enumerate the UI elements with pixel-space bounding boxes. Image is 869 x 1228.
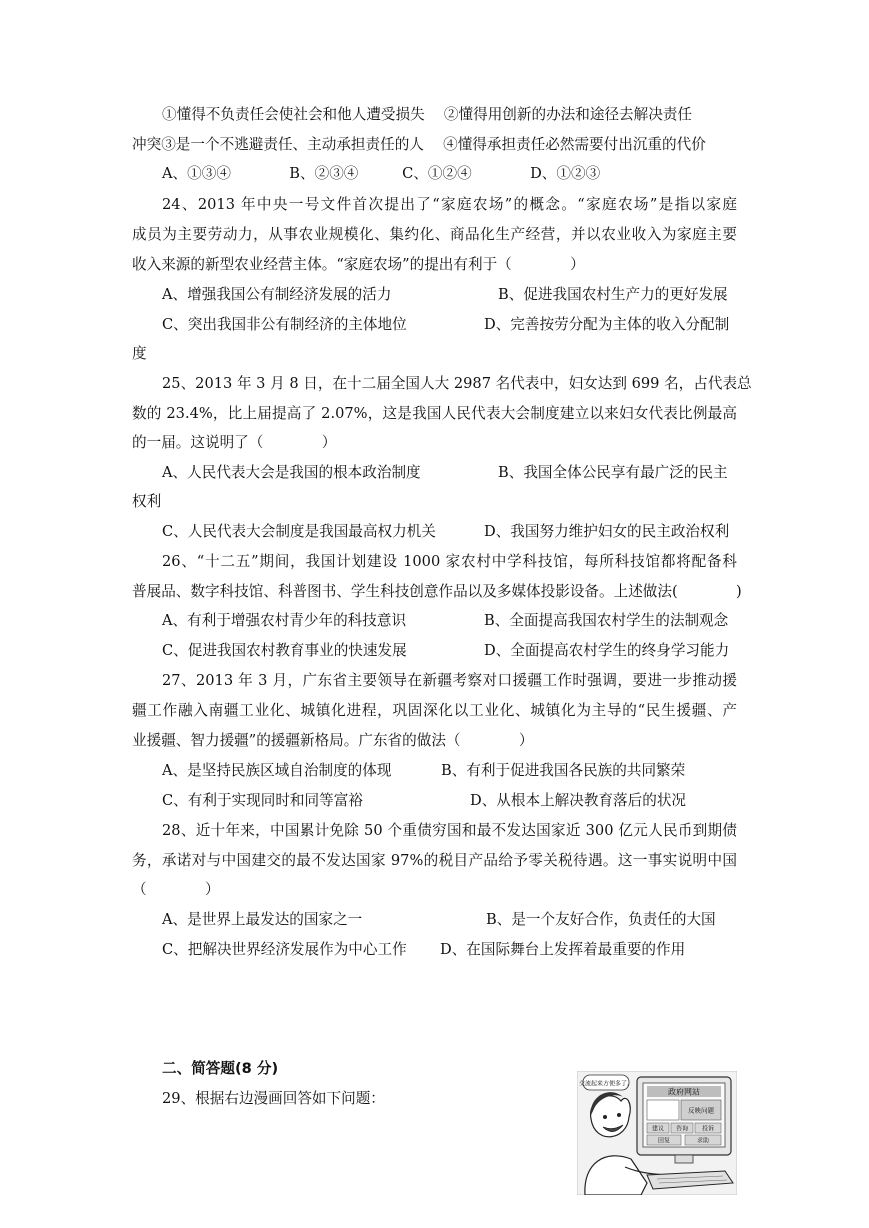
q26-option-c: C、促进我国农村教育事业的快速发展 [162,642,407,659]
site-title: 政府网站 [668,1087,700,1097]
q27-option-a: A、是坚持民族区域自治制度的体现 [162,762,392,779]
section-heading: 二、简答题(8 分) [162,1060,279,1077]
q26-stem: 26、“十二五”期间，我国计划建设 1000 家农村中学科技馆，每所科技馆都将配备科 [162,553,737,570]
q29-stem: 29、根据右边漫画回答如下问题： [162,1090,385,1107]
q27-option-c: C、有利于实现同时和同等富裕 [162,792,363,809]
q27-stem: 业援疆、智力援疆”的援疆新格局。广东省的做法（ ） [132,732,534,749]
cartoon-illustration [577,1071,737,1195]
q24-option-a: A、增强我国公有制经济发展的活力 [162,286,392,303]
q24-stem: 收入来源的新型农业经营主体。“家庭农场”的提出有利于（ ） [132,256,585,273]
q26-option-b: B、全面提高我国农村学生的法制观念 [484,612,729,629]
cell-text: 回复 [657,1137,671,1145]
q28-option-d: D、在国际舞台上发挥着最重要的作用 [440,941,686,958]
q28-stem: 28、近十年来，中国累计免除 50 个重债穷国和最不发达国家近 300 亿元人民币到期债 [162,822,737,839]
q25-option-c: C、人民代表大会制度是我国最高权力机关 [162,523,436,540]
q26-option-a: A、有利于增强农村青少年的科技意识 [162,612,407,629]
q25-option-d: D、我国努力维护妇女的民主政治权利 [484,523,730,540]
cell-text: 建议 [651,1125,665,1133]
q24-stem: 成员为主要劳动力，从事农业规模化、集约化、商品化生产经营，并以农业收入为家庭主要 [132,226,737,243]
q23-statement-line: ①懂得不负责任会使社会和他人遭受损失 ②懂得用创新的办法和途径去解决责任 [162,106,693,123]
q28-stem: 务，承诺对与中国建交的最不发达国家 97%的税目产品给予零关税待遇。这一事实说明中国 [132,852,737,869]
q24-option-b: B、促进我国农村生产力的更好发展 [498,286,728,303]
q28-option-a: A、是世界上最发达的国家之一 [162,911,363,928]
cell-text: 投诉 [701,1125,715,1133]
q26-option-d: D、全面提高农村学生的终身学习能力 [484,642,730,659]
q25-option-b: B、我国全体公民享有最广泛的民主 [498,464,728,481]
q28-option-c: C、把解决世界经济发展作为中心工作 [162,941,407,958]
speech-text: 交流起来方便多了。 [578,1080,634,1088]
q25-stem: 数的 23.4%，比上届提高了 2.07%，这是我国人民代表大会制度建立以来妇女代表比例最高 [132,405,737,422]
q25-option-a: A、人民代表大会是我国的根本政治制度 [162,464,421,481]
q27-stem: 27、2013 年 3 月，广东省主要领导在新疆考察对口援疆工作时强调，要进一步推动援 [162,672,737,689]
q24-option-d-cont: 度 [132,345,147,362]
q27-option-b: B、有利于促进我国各民族的共同繁荣 [441,762,686,779]
q24-option-c: C、突出我国非公有制经济的主体地位 [162,316,407,333]
q27-stem: 疆工作融入南疆工业化、城镇化进程，巩固深化以工业化、城镇化为主导的“民生援疆、产 [132,702,737,719]
q28-stem: （ ） [132,881,220,898]
q26-stem: 普展品、数字科技馆、科普图书、学生科技创意作品以及多媒体投影设备。上述做法( ) [132,583,742,600]
q25-stem: 25、2013 年 3 月 8 日，在十二届全国人大 2987 名代表中，妇女达到 699 名，占代表总 [162,375,752,392]
cell-text: 求助 [696,1137,710,1145]
screen-cell [647,1100,679,1120]
q27-option-d: D、从根本上解决教育落后的状况 [470,792,687,809]
cell-text: 反映问题 [688,1106,714,1115]
q28-option-b: B、是一个友好合作，负责任的大国 [486,911,716,928]
q25-option-b-cont: 权利 [132,493,162,510]
q25-stem: 的一届。这说明了（ ） [132,434,337,451]
q24-stem: 24、2013 年中央一号文件首次提出了“家庭农场”的概念。“家庭农场”是指以家庭 [162,196,737,213]
cell-text: 咨询 [675,1125,689,1133]
q23-statement-line: 冲突③是一个不逃避责任、主动承担责任的人 ④懂得承担责任必然需要付出沉重的代价 [132,136,706,153]
q23-options: A、①③④ B、②③④ C、①②④ D、①②③ [162,165,601,182]
q24-option-d: D、完善按劳分配为主体的收入分配制 [484,316,730,333]
